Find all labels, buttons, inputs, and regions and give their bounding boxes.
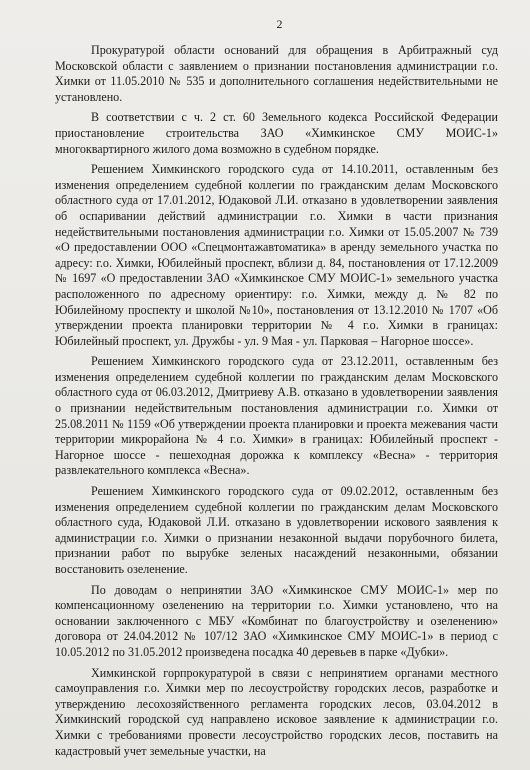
paragraph-prosecutor-arbitration: Прокуратурой области оснований для обращения в Арбитражный суд Московской области с заявлением о признании постановления администрации г.о. Химки от 11.05.2010 № 535 и дополнительного соглашения недействительными не установлено. — [55, 43, 498, 104]
paragraph-land-code: В соответствии с ч. 2 ст. 60 Земельного кодекса Российской Федерации приостановление строительства ЗАО «Химкинское СМУ МОИС-1» многоквартирного жилого дома возможно в судебном порядке. — [55, 110, 498, 156]
paragraph-court-decision-23-12-2011: Решением Химкинского городского суда от 23.12.2011, оставленным без изменения определением судебной коллегии по гражданским делам Московского областного суда от 06.03.2012, Дмитриеву А.В. отказано в удовлетворении заявления о признании недействительным постановления администрации г.о. Химки от 25.08.2011 № 1159 «Об утверждении проекта планировки и проекта межевания части территории микрорайона № 4 г.о. Химки» в границах: Юбилейный проспект - Нагорное шоссе - пешеходная дорожка к комплексу «Весна» - территория развлекательного комплекса «Весна». — [55, 354, 498, 478]
paragraph-forest-management-claim: Химкинской горпрокуратурой в связи с непринятием органами местного самоуправления г.о. Химки мер по лесоустройству городских лесов, разработке и утверждению лесохозяйственного регламента городских лесов, 03.04.2012 в Химкинский городской суд направлено исковое заявление к администрации г.о. Химки с требованиями провести лесоустройство городских лесов, поставить на кадастровый учет земельные участки, на — [55, 665, 498, 758]
paragraph-court-decision-14-10-2011: Решением Химкинского городского суда от 14.10.2011, оставленным без изменения определением судебной коллегии по гражданским делам Московского областного суда от 17.01.2012, Юдаковой Л.И. отказано в удовлетворении заявления об оспаривании действий администрации г.о. Химки в части признания недействительными постановления администрации г.о. Химки от 15.05.2007 № 739 «О предоставлении ООО «Спецмонтажавтоматика» в аренду земельного участка по адресу: г.о. Химки, Юбилейный проспект, вблизи д. 84, постановления от 17.12.2009 № 1697 «О предоставлении ЗАО «Химкинское СМУ МОИС-1» земельного участка расположенного по адресному ориентиру: г.о. Химки, между д. № 82 по Юбилейному проспекту и школой №10», постановления от 13.12.2010 № 1707 «Об утверждении проекта планировки территории № 4 г.о. Химки в границах: Юбилейный проспект, ул. Дружбы - ул. 9 Мая - ул. Парковая – Нагорное шоссе». — [55, 162, 498, 348]
page-number: 2 — [276, 17, 283, 31]
paragraph-compensatory-greening: По доводам о непринятии ЗАО «Химкинское СМУ МОИС-1» мер по компенсационному озеленению на территории г.о. Химки установлено, что на основании заключенного с МБУ «Комбинат по благоустройству и озеленению» договора от 24.04.2012 № 107/12 ЗАО «Химкинское СМУ МОИС-1» в период с 10.05.2012 по 31.05.2012 произведена посадка 40 деревьев в парке «Дубки». — [55, 582, 498, 659]
paragraph-court-decision-09-02-2012: Решением Химкинского городского суда от 09.02.2012, оставленным без изменения определением судебной коллегии по гражданским делам Московского областного суда, Юдаковой Л.И. отказано в удовлетворении искового заявления к администрации г.о. Химки о признании незаконной выдачи порубочного билета, признании работ по вырубке зеленых насаждений незаконными, обязании восстановить озеленение. — [55, 484, 498, 576]
